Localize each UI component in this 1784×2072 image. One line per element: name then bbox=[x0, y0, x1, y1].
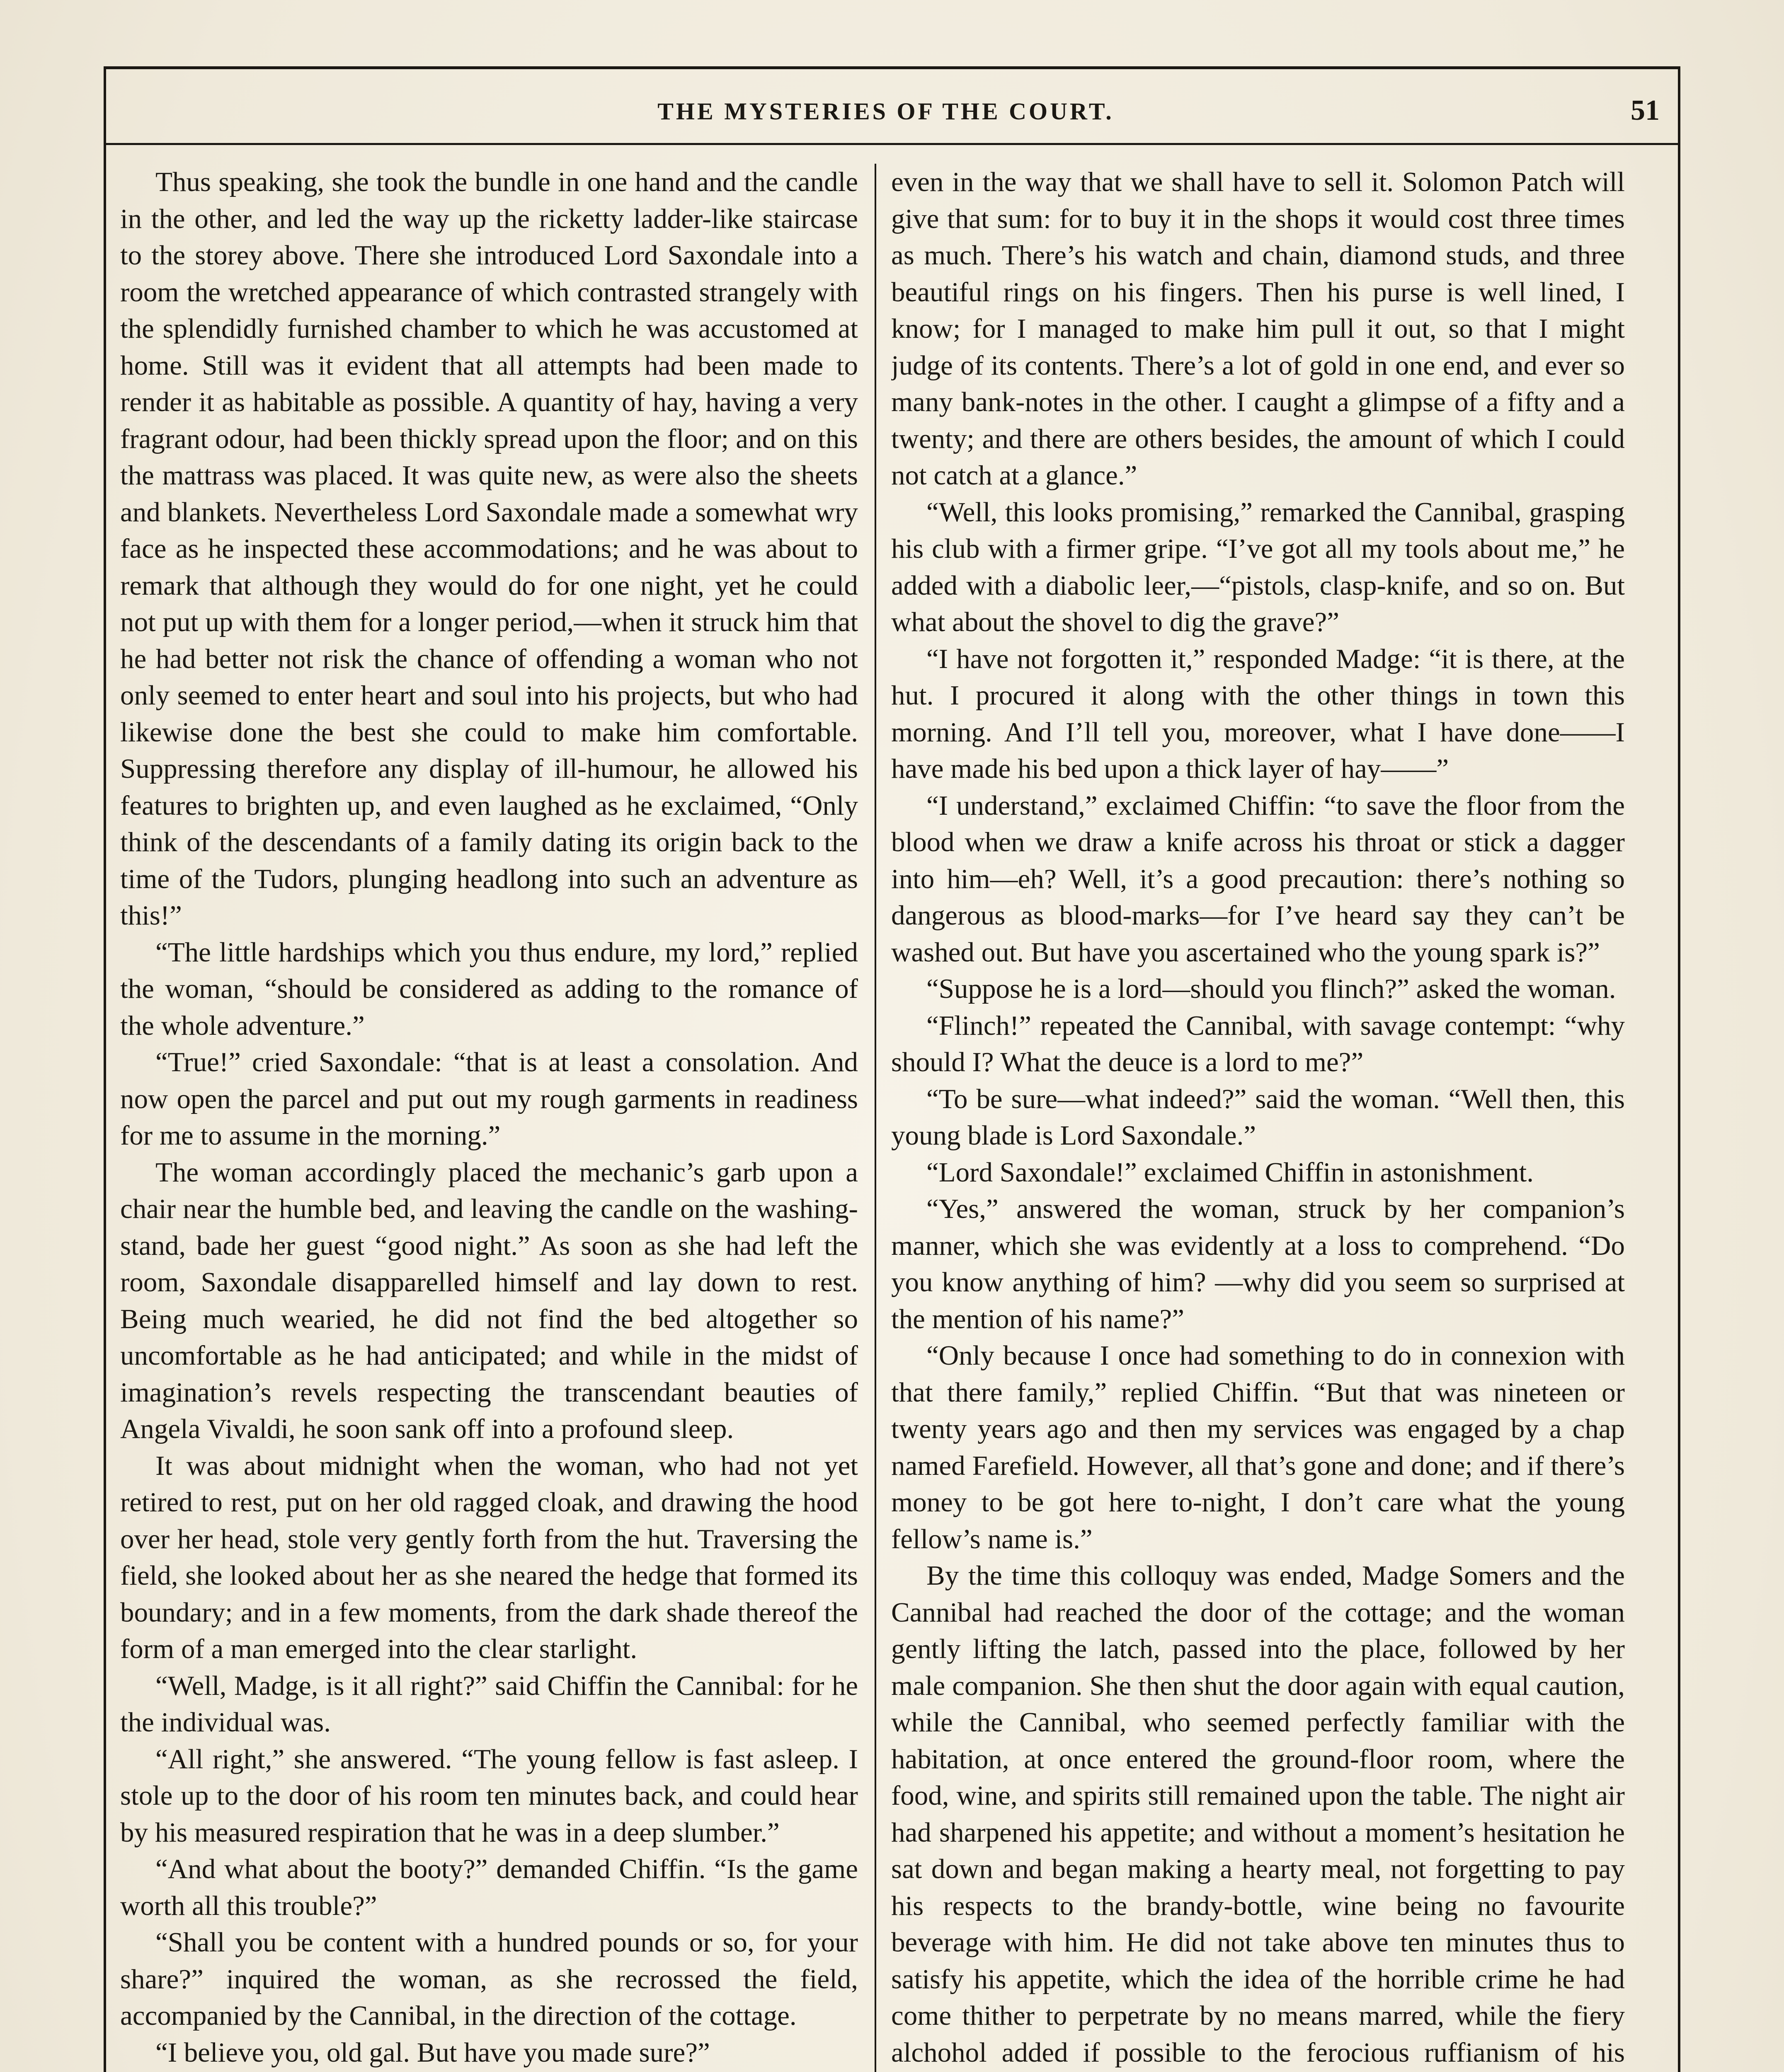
left-text-column bbox=[120, 164, 858, 2072]
paragraph: Thus speaking, she took the bundle in one hand and the candle in the other, and led the way up the ricketty ladder-like staircase to the storey above. There she introduced Lord Saxondale into a room the wretched appearance of which contrasted strangely with the splendidly furnished chamber to which he was accustomed at home. Still was it evident that all attempts had been made to render it as habitable as possible. A quantity of hay, having a very fragrant odour, had been thickly spread upon the floor; and on this the mattrass was placed. It was quite new, as were also the sheets and blankets. Nevertheless Lord Saxondale made a somewhat wry face as he inspected these accommodations; and he was about to remark that although they would do for one night, yet he could not put up with them for a longer period,—when it struck him that he had better not risk the chance of offending a woman who not only seemed to enter heart and soul into his projects, but who had likewise done the best she could to make him comfortable. Suppressing therefore any display of ill-humour, he allowed his features to brighten up, and even laughed as he exclaimed, “Only think of the descendants of a family dating its origin back to the time of the Tudors, plunging headlong into such an adventure as this!” bbox=[120, 167, 858, 931]
paragraph: “Flinch!” repeated the Cannibal, with savage contempt: “why should I? What the deuce is a lord to me?” bbox=[891, 1010, 1625, 1077]
top-rule bbox=[104, 66, 1680, 69]
paragraph: even in the way that we shall have to sell it. Solomon Patch will give that sum: for to buy it in the shops it would cost three times as much. There’s his watch and chain, diamond studs, and three beautiful rings on his fingers. Then his purse is well lined, I know; for I managed to make him pull it out, so that I might judge of its contents. There’s a lot of gold in one end, and ever so many bank-notes in the other. I caught a glimpse of a fifty and a twenty; and there are others besides, the amount of which I could not catch at a glance.” bbox=[891, 167, 1625, 491]
paragraph: “Suppose he is a lord—should you flinch?” asked the woman. bbox=[926, 973, 1616, 1004]
paragraph: “Yes,” answered the woman, struck by her companion’s manner, which she was evidently at a loss to comprehend. “Do you know anything of him? —why did you seem so surprised at the mention of his name?” bbox=[891, 1193, 1625, 1334]
paragraph: “Well, this looks promising,” remarked the Cannibal, grasping his club with a firmer gripe. “I’ve got all my tools about me,” he added with a diabolic leer,—“pistols, clasp-knife, and so on. But what about the shovel to dig the grave?” bbox=[891, 496, 1625, 637]
running-head: THE MYSTERIES OF THE COURT. bbox=[657, 98, 1114, 125]
header-rule bbox=[104, 143, 1680, 145]
paragraph: “Only because I once had something to do in connexion with that there family,” replied Chiffin. “But that was nineteen or twenty years ago and then my services was engaged by a chap named Farefield. However, all that’s gone and done; and if there’s money to be got here to-night, I don’t care what the young fellow’s name is.” bbox=[891, 1340, 1625, 1554]
paragraph: “The little hardships which you thus endure, my lord,” replied the woman, “should be considered as adding to the romance of the whole adventure.” bbox=[120, 937, 858, 1041]
left-frame-rule bbox=[104, 66, 106, 2072]
paragraph: “Well, Madge, is it all right?” said Chiffin the Cannibal: for he the individual was. bbox=[120, 1670, 858, 1738]
paragraph: “I believe you, old gal. But have you made sure?” bbox=[155, 2037, 710, 2068]
right-frame-rule bbox=[1678, 66, 1680, 2072]
paragraph: It was about midnight when the woman, who had not yet retired to rest, put on her old ragged cloak, and drawing the hood over her head, stole very gently forth from the hut. Traversing the field, she looked about her as she neared the hedge that formed its boundary; and in a few moments, from the dark shade thereof the form of a man emerged into the clear starlight. bbox=[120, 1450, 858, 1664]
paragraph: “And what about the booty?” demanded Chiffin. “Is the game worth all this trouble?” bbox=[120, 1854, 858, 1921]
paragraph: “Lord Saxondale!” exclaimed Chiffin in astonishment. bbox=[926, 1157, 1534, 1188]
paragraph: “All right,” she answered. “The young fellow is fast asleep. I stole up to the door of his room ten minutes back, and could hear by his measured respiration that he was in a deep slumber.” bbox=[120, 1743, 858, 1848]
paragraph: “I have not forgotten it,” responded Madge: “it is there, at the hut. I procured it along with the other things in town this morning. And I’ll tell you, moreover, what I have done——I have made his bed upon a thick layer of hay——” bbox=[891, 643, 1625, 784]
paragraph: The woman accordingly placed the mechanic’s garb upon a chair near the humble bed, and leaving the candle on the washing-stand, bade her guest “good night.” As soon as she had left the room, Saxondale disapparelled himself and lay down to rest. Being much wearied, he did not find the bed altogether so uncomfortable as he had anticipated; and while in the midst of imagination’s revels respecting the transcendant beauties of Angela Vivaldi, he soon sank off into a profound sleep. bbox=[120, 1157, 858, 1444]
page-header bbox=[112, 94, 1660, 139]
page-number: 51 bbox=[1631, 94, 1660, 126]
paragraph: By the time this colloquy was ended, Madge Somers and the Cannibal had reached the door of the cottage; and the woman gently lifting the latch, passed into the place, followed by her male companion. She then shut the door again with equal caution, while the Cannibal, who seemed perfectly familiar with the habitation, at once entered the ground-floor room, where the food, wine, and spirits still remained upon the table. The night air had sharpened his appetite; and without a moment’s hesitation he sat down and began making a hearty meal, not forgetting to pay his respects to the brandy-bottle, wine being no favourite beverage with him. He did not take above ten minutes thus to satisfy his appetite, which the idea of the horrible crime he had come thither to perpetrate by no means marred, while the fiery alchohol added if possible to the ferocious ruffianism of his bbox=[891, 1560, 1625, 2068]
paragraph: “I understand,” exclaimed Chiffin: “to save the floor from the blood when we draw a knife across his throat or stick a dagger into him—eh? Well, it’s a good precaution: there’s nothing so dangerous as blood-marks—for I’ve heard say they can’t be washed out. But have you ascertained who the young spark is?” bbox=[891, 790, 1625, 968]
paragraph: “Shall you be content with a hundred pounds or so, for your share?” inquired the woman, as she recrossed the field, accompanied by the Cannibal, in the direction of the cottage. bbox=[120, 1927, 858, 2031]
paragraph: “To be sure—what indeed?” said the woman. “Well then, this young blade is Lord Saxondale.” bbox=[891, 1083, 1625, 1151]
paragraph: “True!” cried Saxondale: “that is at least a consolation. And now open the parcel and put out my rough garments in readiness for me to assume in the morning.” bbox=[120, 1047, 858, 1151]
right-text-column bbox=[891, 164, 1625, 2072]
column-divider bbox=[875, 164, 876, 2072]
